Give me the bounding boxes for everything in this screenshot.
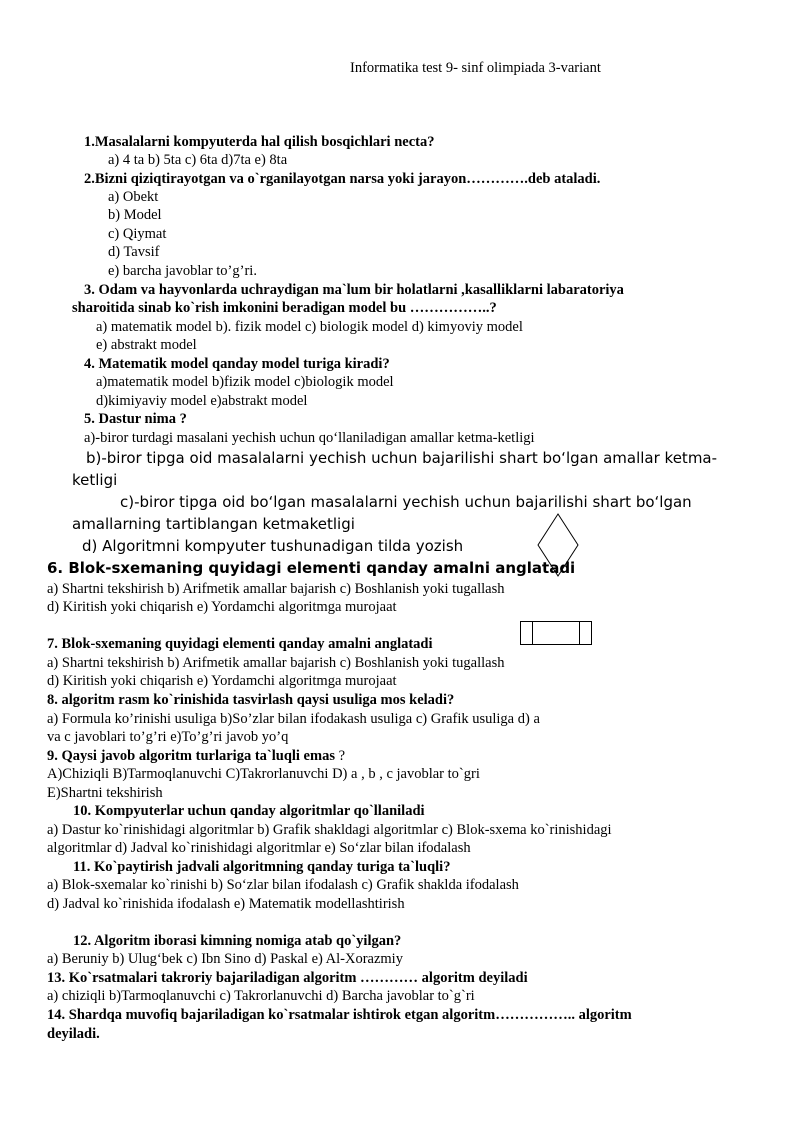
question-1: 1.Masalalarni kompyuterda hal qilish bosqichlari necta? xyxy=(84,134,435,150)
answer-5a: a)-biror turdagi masalani yechish uchun qo‘llaniladigan amallar ketma-ketligi xyxy=(84,430,535,446)
answer-2b: b) Model xyxy=(108,207,162,223)
question-9-mark: ? xyxy=(334,748,346,764)
answer-5c-line-1: c)-biror tipga oid bo‘lgan masalalarni yechish uchun bajarilishi shart bo‘lgan xyxy=(120,493,692,511)
question-14-line-1: 14. Shardqa muvofiq bajariladigan ko`rsatmalar ishtirok etgan algoritm…………….. algoritm xyxy=(47,1007,632,1023)
answers-4-line-1: a)matematik model b)fizik model c)biologik model xyxy=(96,374,394,390)
answers-9-line-2: E)Shartni tekshirish xyxy=(47,785,163,801)
question-3-line-1: 3. Odam va hayvonlarda uchraydigan ma`lum bir holatlarni ,kasalliklarni labaratoriya xyxy=(84,282,624,298)
answer-2d: d) Tavsif xyxy=(108,244,160,260)
answers-8-line-2: va c javoblari to’g’ri e)To’g’ri javob yo’q xyxy=(47,729,289,745)
answers-8-line-1: a) Formula ko’rinishi usuliga b)So’zlar bilan ifodakash usuliga c) Grafik usuliga d) a xyxy=(47,711,540,727)
question-3-line-2: sharoitida sinab ko`rish imkonini beradigan model bu ……………..? xyxy=(72,300,497,316)
answers-1: a) 4 ta b) 5ta c) 6ta d)7ta e) 8ta xyxy=(108,152,288,168)
answers-3-line-1: a) matematik model b). fizik model c) biologik model d) kimyoviy model xyxy=(96,319,523,335)
answers-9-line-1: A)Chiziqli B)Tarmoqlanuvchi C)Takrorlanuvchi D) a , b , c javoblar to`gri xyxy=(47,766,480,782)
question-10: 10. Kompyuterlar uchun qanday algoritmlar qo`llaniladi xyxy=(73,803,425,819)
answer-2c: c) Qiymat xyxy=(108,226,167,242)
answers-6-line-2: d) Kiritish yoki chiqarish e) Yordamchi algoritmga murojaat xyxy=(47,599,397,615)
question-2: 2.Bizni qiziqtirayotgan va o`rganilayotgan narsa yoki jarayon………….deb ataladi. xyxy=(84,171,601,187)
question-5: 5. Dastur nima ? xyxy=(84,411,187,427)
answers-6-line-1: a) Shartni tekshirish b) Arifmetik amallar bajarish c) Boshlanish yoki tugallash xyxy=(47,581,505,597)
answers-11-line-2: d) Jadval ko`rinishida ifodalash e) Matematik modellashtirish xyxy=(47,896,405,912)
question-9 xyxy=(47,747,345,765)
question-4: 4. Matematik model qanday model turiga kiradi? xyxy=(84,356,390,372)
answers-7-line-1: a) Shartni tekshirish b) Arifmetik amallar bajarish c) Boshlanish yoki tugallash xyxy=(47,655,505,671)
answers-10-line-2: algoritmlar d) Jadval ko`rinishidagi algoritmlar e) So‘zlar bilan ifodalash xyxy=(47,840,471,856)
answers-12: a) Beruniy b) Ulug‘bek c) Ibn Sino d) Paskal e) Al-Xorazmiy xyxy=(47,951,403,967)
answers-4-line-2: d)kimiyaviy model e)abstrakt model xyxy=(96,393,308,409)
answers-7-line-2: d) Kiritish yoki chiqarish e) Yordamchi algoritmga murojaat xyxy=(47,673,397,689)
answers-10-line-1: a) Dastur ko`rinishidagi algoritmlar b) Grafik shakldagi algoritmlar c) Blok-sxema ko`rinishidagi xyxy=(47,822,612,838)
document-header: Informatika test 9- sinf olimpiada 3-variant xyxy=(350,60,601,76)
question-14-line-2: deyiladi. xyxy=(47,1026,100,1042)
question-8: 8. algoritm rasm ko`rinishida tasvirlash qaysi usuliga mos keladi? xyxy=(47,692,455,708)
answers-13: a) chiziqli b)Tarmoqlanuvchi c) Takrorlanuvchi d) Barcha javoblar to`g`ri xyxy=(47,988,475,1004)
question-11: 11. Ko`paytirish jadvali algoritmning qanday turiga ta`luqli? xyxy=(73,859,451,875)
answers-3-line-2: e) abstrakt model xyxy=(96,337,197,353)
answers-11-line-1: a) Blok-sxemalar ko`rinishi b) So‘zlar bilan ifodalash c) Grafik shaklda ifodalash xyxy=(47,877,519,893)
answer-5c-line-2: amallarning tartiblangan ketmaketligi xyxy=(72,515,355,533)
question-9-text: 9. Qaysi javob algoritm turlariga ta`luqli emas xyxy=(47,748,335,764)
question-6: 6. Blok-sxemaning quyidagi elementi qanday amalni anglatadi xyxy=(47,559,576,577)
answer-5b-line-1: b)-biror tipga oid masalalarni yechish uchun bajarilishi shart bo‘lgan amallar ketma- xyxy=(86,449,718,467)
question-12: 12. Algoritm iborasi kimning nomiga atab qo`yilgan? xyxy=(73,933,402,949)
answer-2a: a) Obekt xyxy=(108,189,159,205)
question-7: 7. Blok-sxemaning quyidagi elementi qanday amalni anglatadi xyxy=(47,636,433,652)
answer-5b-line-2: ketligi xyxy=(72,471,118,489)
answer-2e: e) barcha javoblar to’g’ri. xyxy=(108,263,257,279)
question-13: 13. Ko`rsatmalari takroriy bajariladigan algoritm ………… algoritm deyiladi xyxy=(47,970,528,986)
answer-5d: d) Algoritmni kompyuter tushunadigan tilda yozish xyxy=(82,537,464,555)
subroutine-block-icon xyxy=(520,621,592,645)
